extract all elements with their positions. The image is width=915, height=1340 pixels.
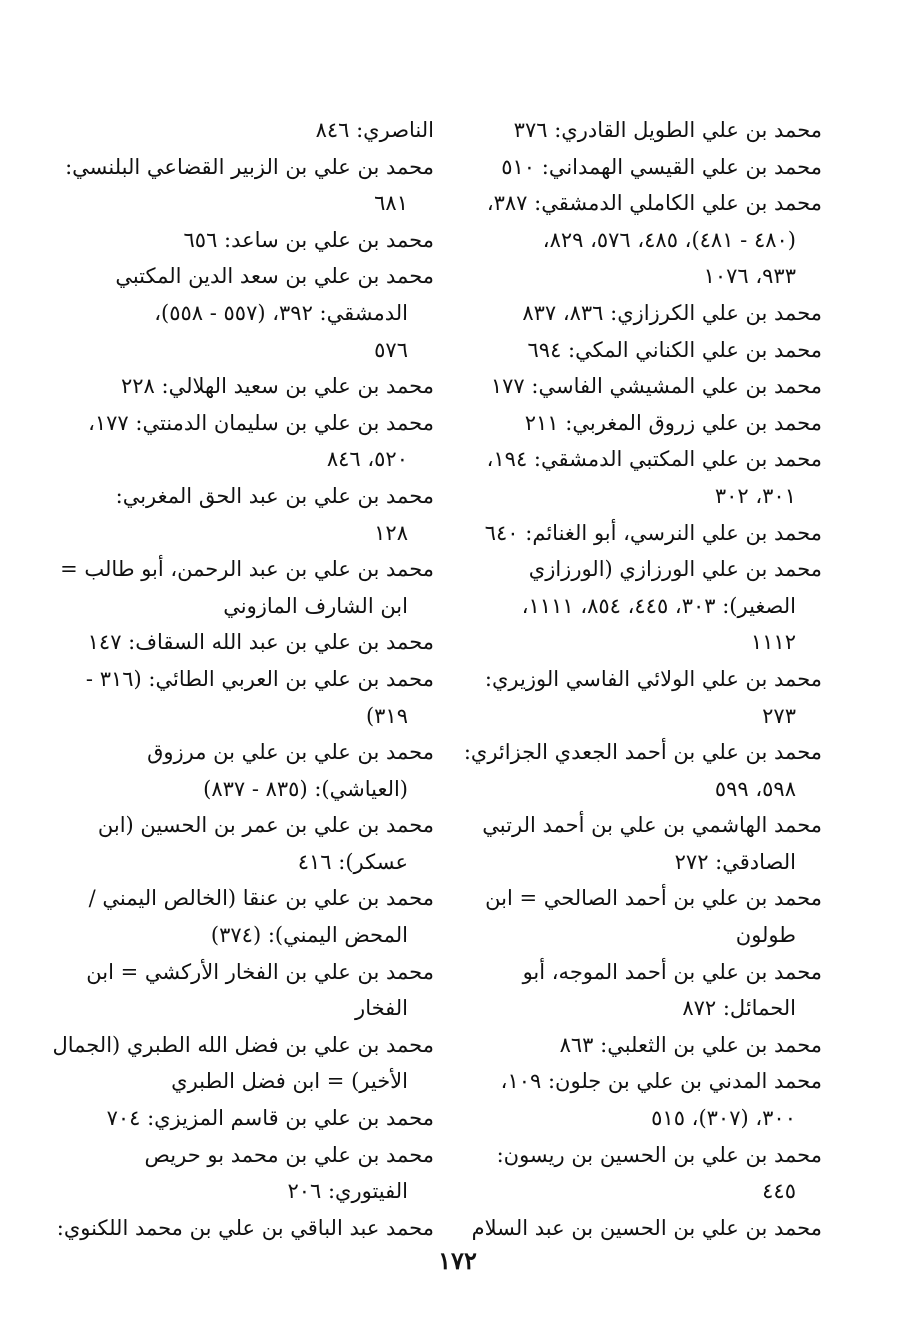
- entry-continuation-line: ٩٣٣، ١٠٧٦: [703, 264, 796, 289]
- index-entry: [65, 149, 434, 222]
- entry-line: محمد بن علي الورزازي (الورزازي: [528, 557, 822, 582]
- entry-continuation-line: الدمشقي: ٣٩٢، (٥٥٧ - ٥٥٨)،: [154, 300, 408, 325]
- entry-continuation-line: ابن الشارف المازوني: [223, 593, 408, 618]
- entry-continuation-line: ٦٨١: [374, 191, 408, 216]
- index-entry: [472, 149, 822, 186]
- index-entry: [472, 661, 822, 734]
- index-entry: [82, 478, 434, 551]
- index-entry: [472, 880, 822, 953]
- entry-continuation-line: (٤٨٠ - ٤٨١)، ٤٨٥، ٥٧٦، ٨٢٩،: [542, 227, 796, 252]
- index-entry: [472, 515, 822, 552]
- entry-line: محمد بن علي بن عبد الحق المغربي:: [115, 483, 434, 508]
- index-entry: [82, 661, 434, 734]
- entry-line: محمد الهاشمي بن علي بن أحمد الرتبي: [482, 813, 822, 838]
- entry-continuation-line: عسكر): ٤١٦: [297, 849, 408, 874]
- entry-line: محمد بن علي زروق المغربي: ٢١١: [524, 410, 822, 435]
- entry-continuation-line: المحض اليمني): (٣٧٤): [210, 923, 408, 948]
- entry-continuation-line: ١٢٨: [374, 520, 408, 545]
- index-entry: [472, 1063, 822, 1136]
- entry-line: محمد بن علي بن سعيد الهلالي: ٢٢٨: [120, 374, 434, 399]
- index-entry: [82, 112, 434, 149]
- entry-line: محمد بن علي بن الفخار الأركشي = ابن: [86, 959, 434, 984]
- entry-line: محمد بن علي بن عبد الرحمن، أبو طالب =: [60, 557, 434, 582]
- page-number: ١٧٢: [438, 1246, 477, 1275]
- index-entry: [472, 368, 822, 405]
- index-entry: [472, 1210, 822, 1247]
- index-entry: [463, 734, 822, 807]
- entry-line: محمد بن علي بن عبد الله السقاف: ١٤٧: [87, 630, 434, 655]
- entry-line: محمد بن علي بن قاسم المزيزي: ٧٠٤: [106, 1106, 434, 1131]
- entry-line: محمد بن علي الكرزازي: ٨٣٦، ٨٣٧: [522, 300, 822, 325]
- entry-continuation-line: ٥٩٨، ٥٩٩: [714, 776, 796, 801]
- entry-line: محمد بن علي الكاملي الدمشقي: ٣٨٧،: [486, 191, 822, 216]
- entry-continuation-line: الأخير) = ابن فضل الطبري: [171, 1069, 408, 1094]
- index-column-right: [463, 112, 822, 1246]
- entry-continuation-line: ٤٤٥: [762, 1179, 796, 1204]
- index-entry: [82, 880, 434, 953]
- entry-continuation-line: ١١١٢: [750, 630, 796, 655]
- entry-continuation-line: الفيتوري: ٢٠٦: [287, 1179, 408, 1204]
- entry-continuation-line: الفخار: [355, 996, 408, 1021]
- entry-continuation-line: ٢٧٣: [762, 703, 796, 728]
- entry-line: محمد بن علي القيسي الهمداني: ٥١٠: [501, 154, 822, 179]
- entry-line: محمد بن علي بن ساعد: ٦٥٦: [183, 227, 434, 252]
- entry-line: الناصري: ٨٤٦: [315, 118, 434, 142]
- entry-continuation-line: ٣٠٠، (٣٠٧)، ٥١٥: [651, 1106, 796, 1131]
- index-entry: [82, 222, 434, 259]
- entry-line: محمد بن علي بن الحسين بن ريسون:: [496, 1142, 822, 1167]
- entry-continuation-line: ٥٢٠، ٨٤٦: [326, 447, 408, 472]
- entry-line: محمد بن علي الطويل القادري: ٣٧٦: [513, 118, 822, 142]
- index-entry: [472, 1137, 822, 1210]
- entry-line: محمد بن علي بن عنقا (الخالص اليمني /: [88, 886, 434, 911]
- index-entry: [472, 441, 822, 514]
- entry-continuation-line: الحمائل: ٨٧٢: [682, 996, 796, 1021]
- index-entry: [472, 807, 822, 880]
- entry-line: محمد بن علي بن الثعلبي: ٨٦٣: [559, 1032, 822, 1057]
- index-entry: [472, 1027, 822, 1064]
- index-entry: [82, 807, 434, 880]
- index-entry: [82, 368, 434, 405]
- index-entry: [82, 405, 434, 478]
- index-entry: [56, 1210, 434, 1247]
- entry-line: محمد بن علي الكناني المكي: ٦٩٤: [527, 337, 822, 362]
- entry-line: محمد بن علي النرسي، أبو الغنائم: ٦٤٠: [484, 520, 822, 545]
- entry-line: محمد المدني بن علي بن جلون: ١٠٩،: [500, 1069, 822, 1094]
- index-entry: [472, 295, 822, 332]
- entry-continuation-line: ٣١٩): [365, 703, 408, 728]
- entry-continuation-line: (العياشي): (٨٣٥ - ٨٣٧): [203, 776, 408, 801]
- entry-line: محمد بن علي بن فضل الله الطبري (الجمال: [52, 1032, 434, 1057]
- index-entry: [472, 551, 822, 661]
- entry-line: محمد بن علي بن عمر بن الحسين (ابن: [97, 813, 434, 838]
- entry-line: محمد بن علي بن الزبير القضاعي البلنسي:: [65, 154, 434, 179]
- entry-continuation-line: الصادقي: ٢٧٢: [674, 849, 796, 874]
- entry-continuation-line: طولون: [735, 923, 796, 948]
- entry-line: محمد بن علي بن أحمد الموجه، أبو: [522, 959, 822, 984]
- index-entry: [82, 1137, 434, 1210]
- index-entry: [472, 332, 822, 369]
- index-entry: [472, 185, 822, 295]
- entry-line: محمد بن علي الولائي الفاسي الوزيري:: [484, 666, 822, 691]
- index-entry: [472, 405, 822, 442]
- entry-line: محمد بن علي بن أحمد الصالحي = ابن: [485, 886, 822, 911]
- entry-line: محمد بن علي بن سليمان الدمنتي: ١٧٧،: [88, 410, 434, 435]
- entry-line: محمد بن علي بن علي بن مرزوق: [147, 740, 434, 765]
- entry-line: محمد بن علي بن محمد بو حريص: [144, 1142, 434, 1167]
- index-entry: [472, 954, 822, 1027]
- entry-continuation-line: ٣٠١، ٣٠٢: [714, 483, 796, 508]
- entry-line: محمد بن علي المشيشي الفاسي: ١٧٧: [490, 374, 822, 399]
- index-entry: [82, 954, 434, 1027]
- entry-line: محمد بن علي بن أحمد الجعدي الجزائري:: [463, 740, 822, 765]
- index-entry: [82, 258, 434, 368]
- entry-continuation-line: الصغير): ٣٠٣، ٤٤٥، ٨٥٤، ١١١١،: [521, 593, 796, 618]
- entry-line: محمد بن علي المكتبي الدمشقي: ١٩٤،: [486, 447, 822, 472]
- index-entry: [60, 551, 434, 624]
- index-entry: [472, 112, 822, 149]
- index-entry: [82, 624, 434, 661]
- index-column-left: [52, 112, 434, 1246]
- entry-line: محمد بن علي بن العربي الطائي: (٣١٦ -: [85, 666, 434, 691]
- entry-line: محمد بن علي بن الحسين بن عبد السلام: [471, 1215, 822, 1240]
- entry-line: محمد بن علي بن سعد الدين المكتبي: [115, 264, 434, 289]
- index-entry: [82, 1100, 434, 1137]
- index-entry: [82, 734, 434, 807]
- entry-line: محمد عبد الباقي بن علي بن محمد اللكنوي:: [56, 1215, 434, 1240]
- index-entry: [52, 1027, 434, 1100]
- entry-continuation-line: ٥٧٦: [374, 337, 408, 362]
